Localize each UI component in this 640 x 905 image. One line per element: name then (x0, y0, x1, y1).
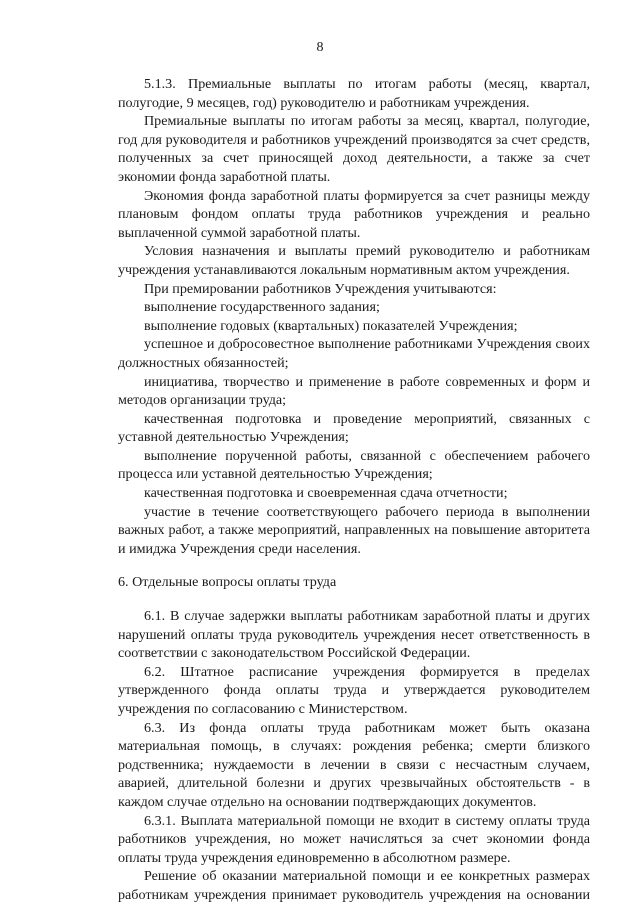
list-item: выполнение государственного задания; (144, 299, 380, 316)
paragraph-6-3-1: 6.3.1. Выплата материальной помощи не входит в систему оплаты труда работников учреждения, но может начисляться за счет экономии фонда оплаты труда учреждения единовременно в абсолютном размере. (118, 812, 590, 866)
paragraph-fund-savings: Экономия фонда заработной платы формируется за счет разницы между плановым фондом оплаты труда работников учреждения и реально выплаченной суммой заработной платы. (118, 187, 590, 241)
paragraph-material-aid-decision: Решение об оказании материальной помощи и ее конкретных размерах работникам учреждения принимает руководитель учреждения на основании (118, 868, 590, 903)
list-item: качественная подготовка и своевременная сдача отчетности; (144, 485, 508, 502)
paragraph-6-1: 6.1. В случае задержки выплаты работникам заработной платы и других нарушений оплаты труда руководитель учреждения несет ответственность в соответствии с законодательством Российской Федерации. (118, 608, 590, 662)
list-item: качественная подготовка и проведение мероприятий, связанных с уставной деятельностью Учреждения; (118, 410, 590, 446)
paragraph-6-2: 6.2. Штатное расписание учреждения формируется в пределах утвержденного фонда оплаты труда и утверждается руководителем учреждения по согласованию с Министерством. (118, 663, 590, 717)
list-item: выполнение порученной работы, связанной с обеспечением рабочего процесса или уставной деятельностью Учреждения; (118, 447, 590, 483)
paragraph-6-3: 6.3. Из фонда оплаты труда работникам может быть оказана материальная помощь, в случаях: рождения ребенка; смерти близкого родственника; нуждаемости в лечении в связи с несчастным случаем, аварией, длительной болезни и других чрезвычайных обстоятельств - в каждом случае отдельно на основании подтверждающих документов. (118, 719, 590, 810)
paragraph-5-1-3: 5.1.3. Премиальные выплаты по итогам работы (месяц, квартал, полугодие, 9 месяцев, год) руководителю и работникам учреждения. (118, 76, 590, 111)
list-item: участие в течение соответствующего рабочего периода в выполнении важных работ, а также мероприятий, направленных на повышение авторитета и имиджа Учреждения среди населения. (118, 503, 590, 557)
list-item: инициатива, творчество и применение в работе современных и форм и методов организации труда; (118, 373, 590, 409)
paragraph-bonus-conditions: Условия назначения и выплаты премий руководителю и работникам учреждения устанавливаются локальным нормативным актом учреждения. (118, 243, 590, 278)
document-body (118, 75, 590, 905)
paragraph-bonus-criteria-intro: При премировании работников Учреждения учитываются: (144, 280, 497, 297)
list-item: выполнение годовых (квартальных) показателей Учреждения; (144, 317, 518, 334)
page-number: 8 (316, 40, 324, 55)
list-item: успешное и добросовестное выполнение работниками Учреждения своих должностных обязанностей; (118, 336, 590, 371)
paragraph-bonus-sources: Премиальные выплаты по итогам работы за месяц, квартал, полугодие, год для руководителя и работников учреждений производятся за счет средств, полученных за счет приносящей доход деятельности, а также за счет экономии фонда заработной платы. (118, 113, 590, 185)
section-6-heading: 6. Отдельные вопросы оплаты труда (118, 574, 337, 591)
